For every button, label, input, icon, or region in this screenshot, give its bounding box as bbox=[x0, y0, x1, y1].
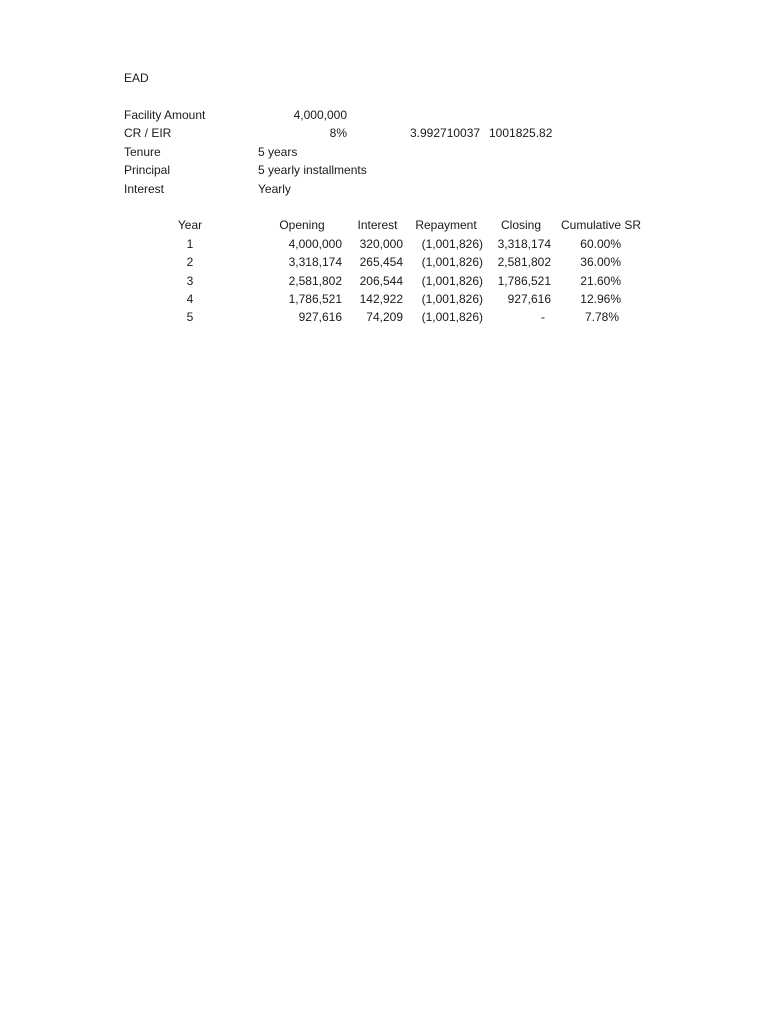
cell-year: 3 bbox=[186, 274, 194, 288]
cell-opening: 1,786,521 bbox=[288, 292, 342, 306]
interest-label: Interest bbox=[124, 182, 165, 196]
cell-cumulative-sr: 60.00% bbox=[580, 237, 621, 251]
cell-cumulative-sr: 7.78% bbox=[584, 310, 619, 324]
interest-value: Yearly bbox=[258, 182, 291, 196]
cell-closing: 1,786,521 bbox=[497, 274, 551, 288]
cell-year: 4 bbox=[186, 292, 194, 306]
cr-eir-label: CR / EIR bbox=[124, 126, 172, 140]
cell-interest: 74,209 bbox=[366, 310, 403, 324]
cell-cumulative-sr: 36.00% bbox=[580, 255, 621, 269]
principal-value: 5 yearly installments bbox=[258, 163, 367, 177]
cell-interest: 265,454 bbox=[359, 255, 403, 269]
annuity-factor-value: 3.992710037 bbox=[410, 126, 481, 140]
cell-cumulative-sr: 12.96% bbox=[580, 292, 621, 306]
header-closing: Closing bbox=[500, 218, 542, 232]
principal-label: Principal bbox=[124, 163, 171, 177]
cell-repayment: (1,001,826) bbox=[421, 310, 483, 324]
facility-amount-value: 4,000,000 bbox=[293, 108, 347, 122]
header-cumulative-sr: Cumulative SR bbox=[560, 218, 642, 232]
cell-year: 2 bbox=[186, 255, 194, 269]
header-interest: Interest bbox=[357, 218, 398, 232]
cell-repayment: (1,001,826) bbox=[421, 274, 483, 288]
header-opening: Opening bbox=[279, 218, 325, 232]
cell-interest: 206,544 bbox=[359, 274, 403, 288]
cell-opening: 4,000,000 bbox=[288, 237, 342, 251]
cell-repayment: (1,001,826) bbox=[421, 237, 483, 251]
installment-amount-value: 1001825.82 bbox=[489, 126, 553, 140]
cell-closing: - bbox=[541, 310, 545, 324]
cell-closing: 927,616 bbox=[507, 292, 551, 306]
cell-repayment: (1,001,826) bbox=[421, 255, 483, 269]
header-repayment: Repayment bbox=[415, 218, 477, 232]
cell-year: 5 bbox=[186, 310, 194, 324]
cell-closing: 2,581,802 bbox=[497, 255, 551, 269]
header-year: Year bbox=[177, 218, 203, 232]
facility-amount-label: Facility Amount bbox=[124, 108, 206, 122]
tenure-label: Tenure bbox=[124, 145, 161, 159]
cell-interest: 320,000 bbox=[359, 237, 403, 251]
cr-eir-value: 8% bbox=[329, 126, 347, 140]
cell-closing: 3,318,174 bbox=[497, 237, 551, 251]
cell-opening: 927,616 bbox=[298, 310, 342, 324]
sheet-title: EAD bbox=[124, 71, 149, 85]
cell-opening: 2,581,802 bbox=[288, 274, 342, 288]
tenure-value: 5 years bbox=[258, 145, 298, 159]
cell-interest: 142,922 bbox=[359, 292, 403, 306]
cell-year: 1 bbox=[186, 237, 194, 251]
cell-opening: 3,318,174 bbox=[288, 255, 342, 269]
cell-repayment: (1,001,826) bbox=[421, 292, 483, 306]
cell-cumulative-sr: 21.60% bbox=[580, 274, 621, 288]
